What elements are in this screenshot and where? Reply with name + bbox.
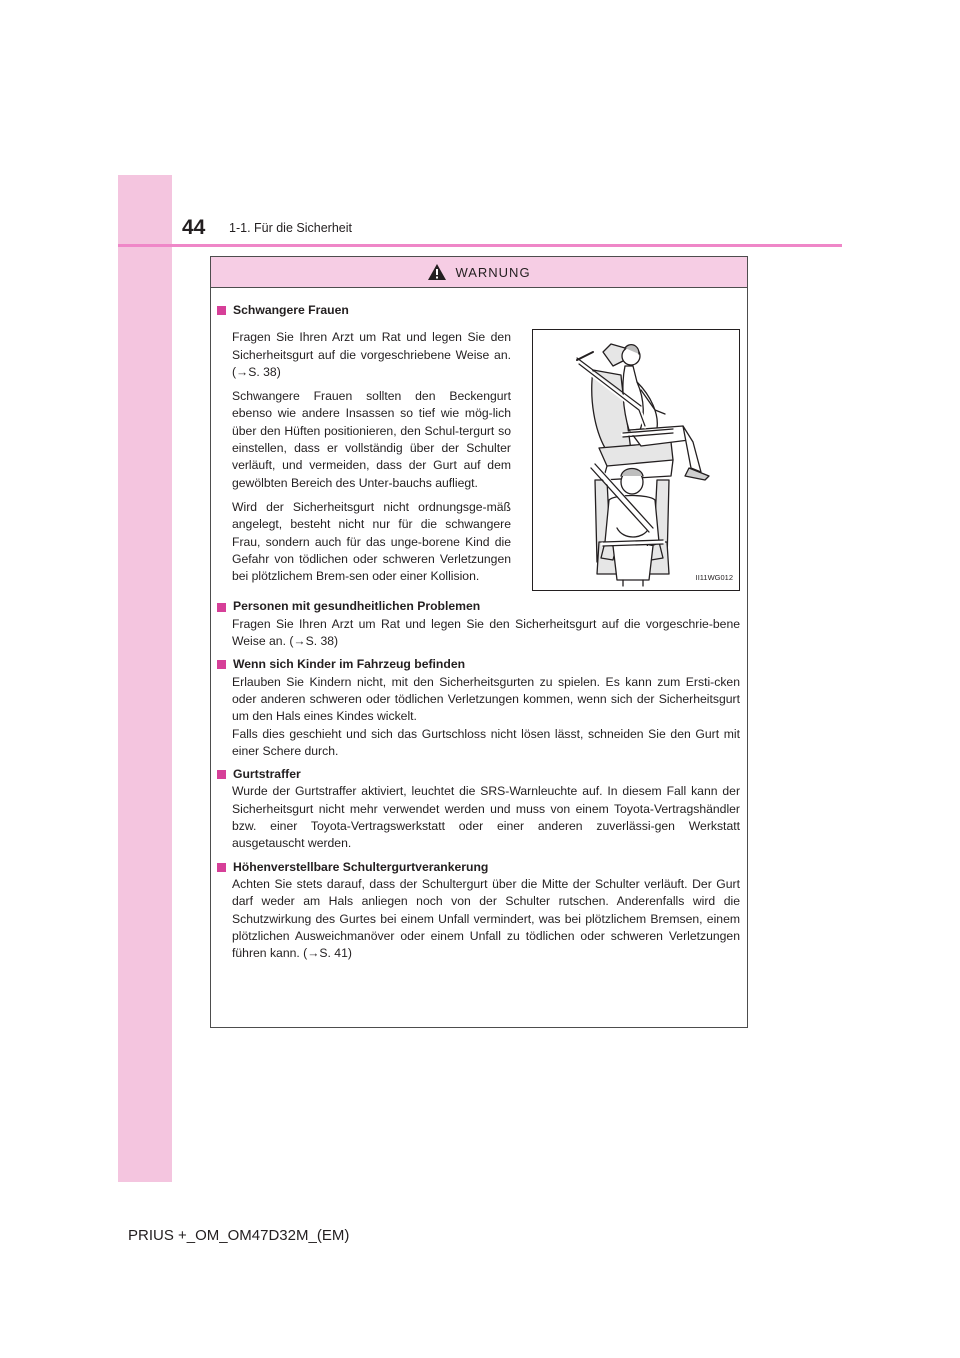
warning-item: [217, 766, 740, 852]
paragraph: Fragen Sie Ihren Arzt um Rat und legen Sie den Sicherheitsgurt auf die vorgeschriebene Weise an. (→S. 38): [232, 330, 511, 379]
item-text: Falls dies geschieht und sich das Gurtschloss nicht lösen lässt, schneiden Sie den Gurt mit einer Schere durch.: [232, 726, 740, 758]
item-heading: [217, 302, 740, 319]
item-text: Wurde der Gurtstraffer aktiviert, leuchtet die SRS-Warnleuchte auf. In diesem Fall kann der Sicherheitsgurt nicht mehr verwendet werden und muss von einem Toyota-Vertragshändler bzw. einer Toyota-Vertragswerkstatt oder einer anderen zuverlässi-gen Werkstatt ausgetauscht werden.: [232, 784, 740, 851]
warning-box: [210, 256, 748, 1028]
figure-label: II11WG012: [695, 573, 733, 582]
header-rule: [118, 244, 842, 247]
paragraph: Wird der Sicherheitsgurt nicht ordnungsge-mäß angelegt, besteht nicht nur für die schwangere Frau, sondern auch für das unge-borene Kind die Gefahr von tödlichen oder schweren Verletzungen bei plötzlichem Brem-sen oder einer Kollision.: [232, 499, 511, 584]
warning-title: WARNUNG: [455, 264, 531, 280]
bullet-square-icon: [217, 770, 226, 779]
bullet-square-icon: [217, 660, 226, 669]
item-heading: [217, 766, 740, 783]
bullet-square-icon: [217, 863, 226, 872]
item-heading-text: Wenn sich Kinder im Fahrzeug befinden: [233, 657, 466, 672]
bullet-square-icon: [217, 306, 226, 315]
item-heading-text: Schwangere Frauen: [233, 303, 349, 317]
pregnant-woman-seatbelt-illustration: [532, 329, 740, 591]
bullet-square-icon: [217, 603, 226, 612]
pregnancy-text: [232, 329, 511, 592]
item-text: Erlauben Sie Kindern nicht, mit den Sicherheitsgurten zu spielen. Es kann zum Ersti-cken oder anderen schweren oder tödlichen Verletzungen kommen, wenn sich der Sicherheitsgurt um den Hals eines Kindes wickelt.: [232, 674, 740, 724]
document-code: PRIUS +_OM_OM47D32M_(EM): [128, 1227, 350, 1244]
item-text: Fragen Sie Ihren Arzt um Rat und legen Sie den Sicherheitsgurt auf die vorgeschrie-bene Weise an. (→S. 38): [232, 616, 740, 649]
section-title: 1-1. Für die Sicherheit: [229, 221, 352, 235]
seatbelt-illustration-icon: [533, 330, 739, 590]
pregnancy-section: [217, 329, 740, 592]
warning-item: [217, 656, 740, 760]
warning-item: [217, 598, 740, 650]
item-heading: [217, 859, 740, 876]
item-heading-text: Personen mit gesundheitlichen Problemen: [233, 599, 481, 614]
warning-header: [211, 257, 747, 288]
item-heading: [217, 598, 740, 615]
item-text: Achten Sie stets darauf, dass der Schultergurt über die Mitte der Schulter verläuft. Der Gurt darf weder am Hals anliegen noch von der Schulter rutschen. Anderenfalls wird die Schutzwirkung des Gurtes bei einem Unfall vermindert, was bei plötzlichem Bremsen, einem plötzlichen Ausweichmanöver oder einem Unfall zu tödlichen oder schweren Verletzungen führen kann. (→S. 41): [232, 876, 740, 961]
paragraph: Schwangere Frauen sollten den Beckengurt ebenso wie andere Insassen so tief wie mög-lich über den Hüften positionieren, den Schul-tergurt so einstellen, dass er vollständig über der Schulter verläuft, und vermeiden, dass der Gurt auf dem gewölbten Bereich des Unter-bauchs aufliegt.: [232, 389, 511, 490]
warning-item: [217, 859, 740, 963]
warning-triangle-icon: [427, 263, 447, 281]
item-heading-text: Höhenverstellbare Schultergurtverankerung: [233, 859, 489, 874]
item-heading-text: Gurtstraffer: [233, 767, 301, 782]
page-number: 44: [182, 216, 206, 239]
side-color-band: [118, 175, 172, 1182]
warning-body: [211, 288, 747, 962]
item-heading: [217, 656, 740, 673]
